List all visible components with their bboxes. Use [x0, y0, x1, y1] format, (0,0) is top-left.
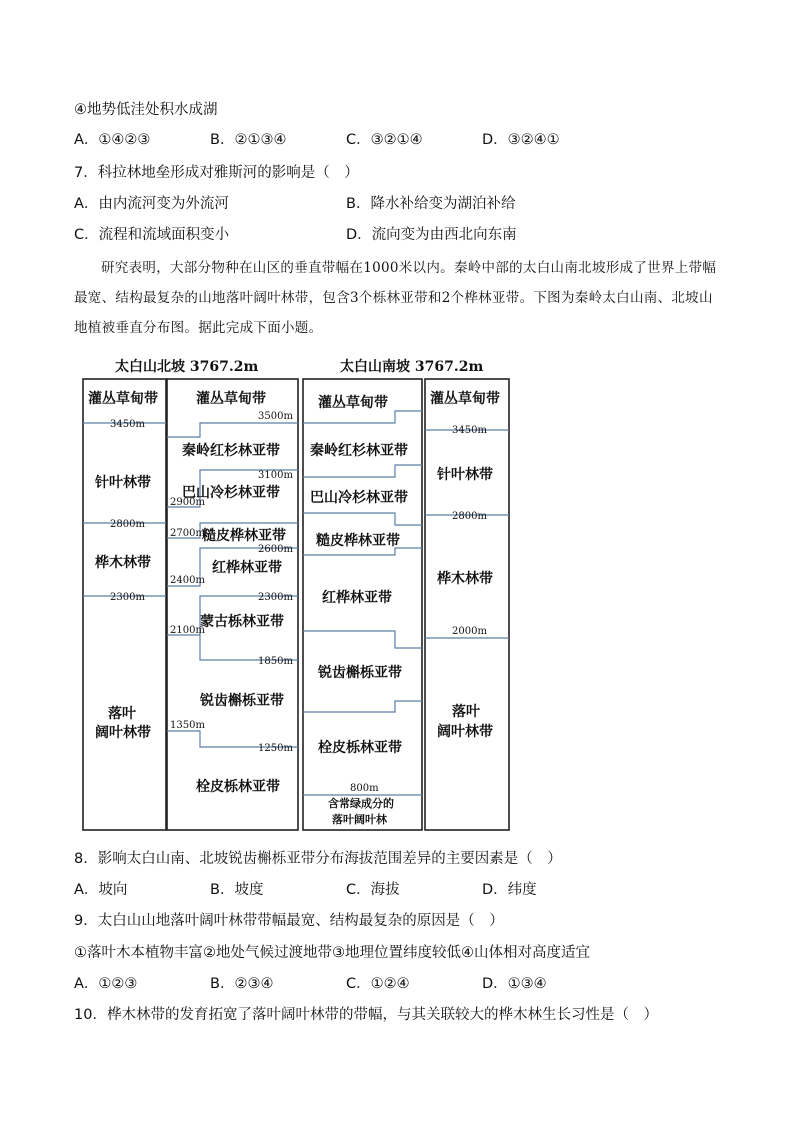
- q9-option-b: B．②③④: [210, 976, 274, 992]
- q6-option-a: A．①④②③: [74, 132, 151, 148]
- north-sub-alt-right: 1250m: [258, 743, 293, 754]
- q7-stem: 7．科拉林地垒形成对雅斯河的影响是（ ）: [74, 165, 359, 181]
- south-subzone-label: 糙皮桦林亚带: [316, 533, 400, 549]
- south-zone-column: [425, 379, 509, 830]
- north-sub-alt-right: 3500m: [258, 411, 293, 422]
- q8-option-c: C．海拔: [346, 882, 400, 898]
- south-subzone-label: 灌丛草甸带: [318, 395, 388, 411]
- south-subzone-label: 秦岭红杉林亚带: [310, 443, 408, 459]
- q6-option-c: C．③②①④: [346, 132, 423, 148]
- q6-option-d: D．③②④①: [482, 132, 560, 148]
- north-subzone-label: 锐齿槲栎亚带: [200, 693, 284, 709]
- north-zone-label: 落叶: [108, 706, 136, 722]
- south-subzone-label: 含常绿成分的: [328, 797, 394, 810]
- q9-option-d: D．①③④: [482, 976, 547, 992]
- north-zone-label: 阔叶林带: [95, 725, 151, 741]
- south-alt-label: 3450m: [452, 425, 487, 436]
- north-slope-title: 太白山北坡 3767.2m: [115, 359, 259, 375]
- q7-option-b: B．降水补给变为湖泊补给: [346, 196, 516, 212]
- north-sub-alt-left: 2100m: [170, 625, 205, 636]
- south-subzone-label: 锐齿槲栎亚带: [318, 665, 402, 681]
- south-subzone-label: 栓皮栎林亚带: [318, 740, 402, 756]
- q8-stem: 8．影响太白山南、北坡锐齿槲栎亚带分布海拔范围差异的主要因素是（ ）: [74, 851, 562, 867]
- north-sub-alt-left: 2900m: [170, 497, 205, 508]
- q9-option-c: C．①②④: [346, 976, 410, 992]
- north-zone-label: 桦木林带: [95, 555, 151, 571]
- q8-option-b: B．坡度: [210, 882, 264, 898]
- north-alt-label: 2800m: [110, 519, 145, 530]
- north-sub-alt-right: 1850m: [258, 656, 293, 667]
- reading-passage: 研究表明，大部分物种在山区的垂直带幅在1000米以内。秦岭中部的太白山南北坡形成了世界上带幅最宽、结构最复杂的山地落叶阔叶林带，包含3个栎林亚带和2个桦林亚带。下图为秦岭太白山南、北坡山地植被垂直分布图。据此完成下面小题。: [74, 260, 717, 336]
- south-alt-label: 800m: [350, 783, 379, 794]
- south-subzone-label: 落叶阔叶林: [332, 813, 387, 826]
- north-alt-label: 2300m: [110, 592, 145, 603]
- south-zone-label: 灌丛草甸带: [430, 391, 500, 407]
- north-alt-label: 1350m: [170, 720, 205, 731]
- south-slope-title: 太白山南坡 3767.2m: [340, 359, 484, 375]
- north-subzone-label: 秦岭红杉林亚带: [182, 443, 280, 459]
- north-zone-label: 针叶林带: [95, 475, 151, 491]
- option-item-4: ④地势低洼处积水成湖: [74, 102, 218, 118]
- north-alt-label: 3450m: [110, 419, 145, 430]
- q10-stem: 10．桦木林带的发育拓宽了落叶阔叶林带的带幅，与其关联较大的桦木林生长习性是（ ）: [74, 1007, 658, 1023]
- north-subzone-label: 巴山冷杉林亚带: [182, 485, 280, 501]
- south-subzone-label: 红桦林亚带: [322, 590, 392, 606]
- q7-option-a: A．由内流河变为外流河: [74, 196, 229, 212]
- south-zone-label: 桦木林带: [437, 571, 493, 587]
- north-zone-column: [83, 379, 166, 830]
- south-zone-label: 落叶: [452, 704, 480, 720]
- north-sub-alt-left: 2400m: [170, 575, 205, 586]
- south-zone-label: 针叶林带: [437, 467, 493, 483]
- north-subzone-label: 红桦林亚带: [212, 560, 282, 576]
- q6-option-b: B．②①③④: [210, 132, 287, 148]
- q8-option-d: D．纬度: [482, 882, 537, 898]
- south-zone-label: 阔叶林带: [437, 724, 493, 740]
- north-sub-alt-right: 2300m: [258, 592, 293, 603]
- q9-stem: 9．太白山山地落叶阔叶林带带幅最宽、结构最复杂的原因是（ ）: [74, 913, 504, 929]
- north-sub-alt-left: 2700m: [170, 528, 205, 539]
- north-subzone-label: 蒙古栎林亚带: [200, 614, 284, 630]
- south-subzone-label: 巴山冷杉林亚带: [310, 490, 408, 506]
- north-sub-alt-right: 3100m: [258, 470, 293, 481]
- q8-option-a: A．坡向: [74, 882, 128, 898]
- north-sub-alt-right: 2600m: [258, 544, 293, 555]
- q9-option-a: A．①②③: [74, 976, 138, 992]
- north-subzone-label: 糙皮桦林亚带: [202, 528, 286, 544]
- north-subzone-label: 栓皮栎林亚带: [196, 779, 280, 795]
- north-subzone-label: 灌丛草甸带: [196, 391, 266, 407]
- q7-option-c: C．流程和流域面积变小: [74, 227, 230, 243]
- q7-option-d: D．流向变为由西北向东南: [346, 227, 517, 243]
- south-alt-label: 2800m: [452, 511, 487, 522]
- q9-items: ①落叶木本植物丰富②地处气候过渡地带③地理位置纬度较低④山体相对高度适宜: [74, 945, 590, 961]
- south-alt-label: 2000m: [452, 626, 487, 637]
- north-zone-label: 灌丛草甸带: [88, 391, 158, 407]
